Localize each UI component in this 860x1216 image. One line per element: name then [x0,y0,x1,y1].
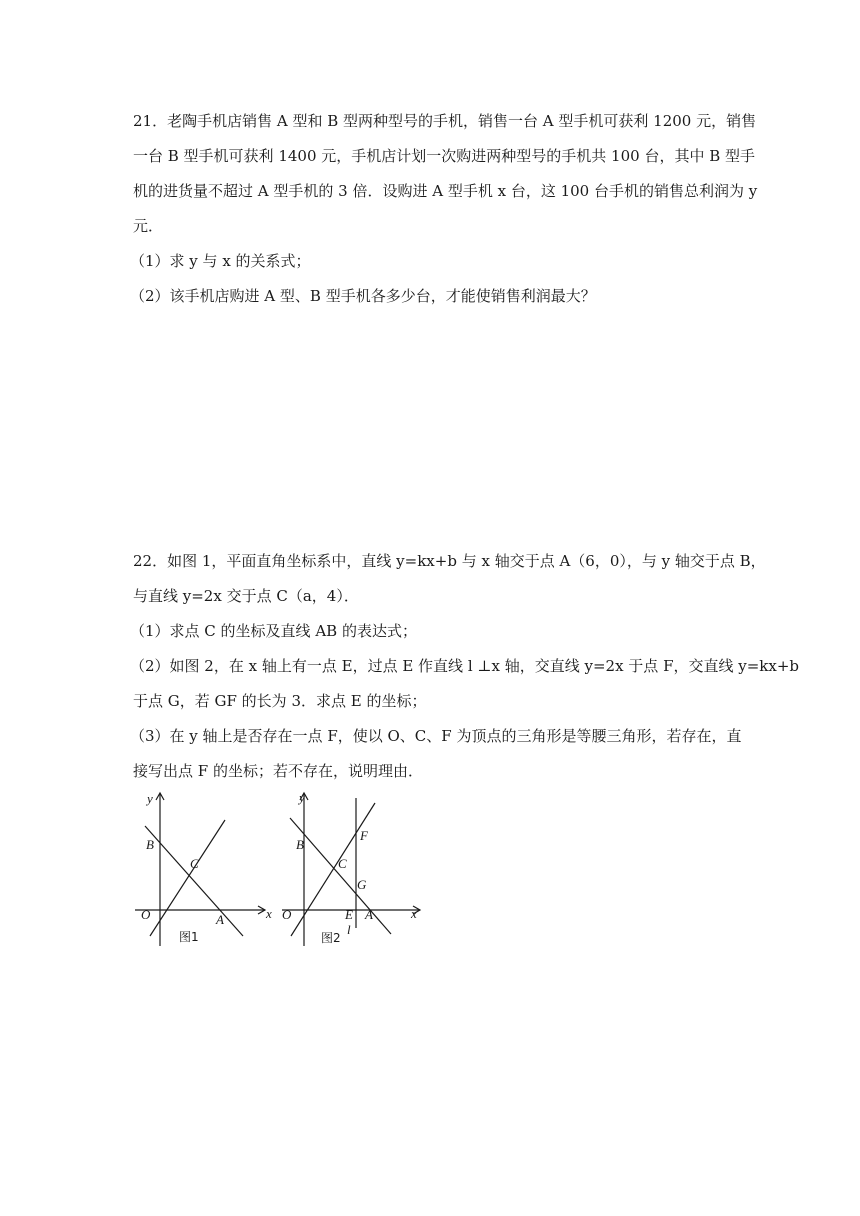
fig1-label-b: B [146,837,154,852]
fig1-label-c: C [190,856,199,871]
q22-part-3-line-2: 接写出点 F 的坐标；若不存在，说明理由． [133,762,423,780]
fig1-label-o: O [141,907,151,922]
fig1-label-a: A [216,912,224,927]
fig2-label-a: A [365,907,373,922]
fig2-label-y: y [299,790,305,805]
q22-part-2-line-1: （2）如图 2，在 x 轴上有一点 E，过点 E 作直线 l ⊥x 轴，交直线 y=2x 于点 F，交直线 y=kx+b [130,657,800,675]
fig1-label-y: y [147,791,153,806]
fig2-label-l: l [347,922,351,937]
fig2-caption: 图2 [321,931,341,945]
q21-part-2: （2）该手机店购进 A 型、B 型手机各多少台，才能使销售利润最大？ [130,287,596,305]
figure-2 [277,788,425,950]
q22-line-1: 22．如图 1，平面直角坐标系中，直线 y=kx+b 与 x 轴交于点 A（6，0），与 y 轴交于点 B， [133,552,766,570]
fig2-label-b: B [296,837,304,852]
q21-line-1: 21．老陶手机店销售 A 型和 B 型两种型号的手机，销售一台 A 型手机可获利 1200 元，销售 [133,112,757,130]
fig2-label-g: G [357,877,367,892]
q21-line-4: 元． [133,217,164,235]
figure-1 [125,788,275,950]
fig2-label-x: x [411,906,417,921]
fig1-caption: 图1 [179,930,199,944]
fig2-label-o: O [282,907,292,922]
q21-line-2: 一台 B 型手机可获利 1400 元，手机店计划一次购进两种型号的手机共 100 台，其中 B 型手 [133,147,755,165]
fig2-label-c: C [338,856,347,871]
fig2-label-e: E [345,907,353,922]
q22-part-1: （1）求点 C 的坐标及直线 AB 的表达式； [130,622,417,640]
q21-line-3: 机的进货量不超过 A 型手机的 3 倍．设购进 A 型手机 x 台，这 100 台手机的销售总利润为 y [133,182,758,200]
fig1-label-x: x [266,906,272,921]
fig2-label-f: F [360,828,368,843]
fig2-line-ab [290,818,391,934]
q22-part-3-line-1: （3）在 y 轴上是否存在一点 F，使以 O、C、F 为顶点的三角形是等腰三角形，若存在，直 [130,727,742,745]
q22-line-2: 与直线 y=2x 交于点 C（a，4）． [133,587,359,605]
q21-part-1: （1）求 y 与 x 的关系式； [130,252,311,270]
q22-part-2-line-2: 于点 G，若 GF 的长为 3．求点 E 的坐标； [133,692,427,710]
fig1-line-2x [150,820,225,936]
